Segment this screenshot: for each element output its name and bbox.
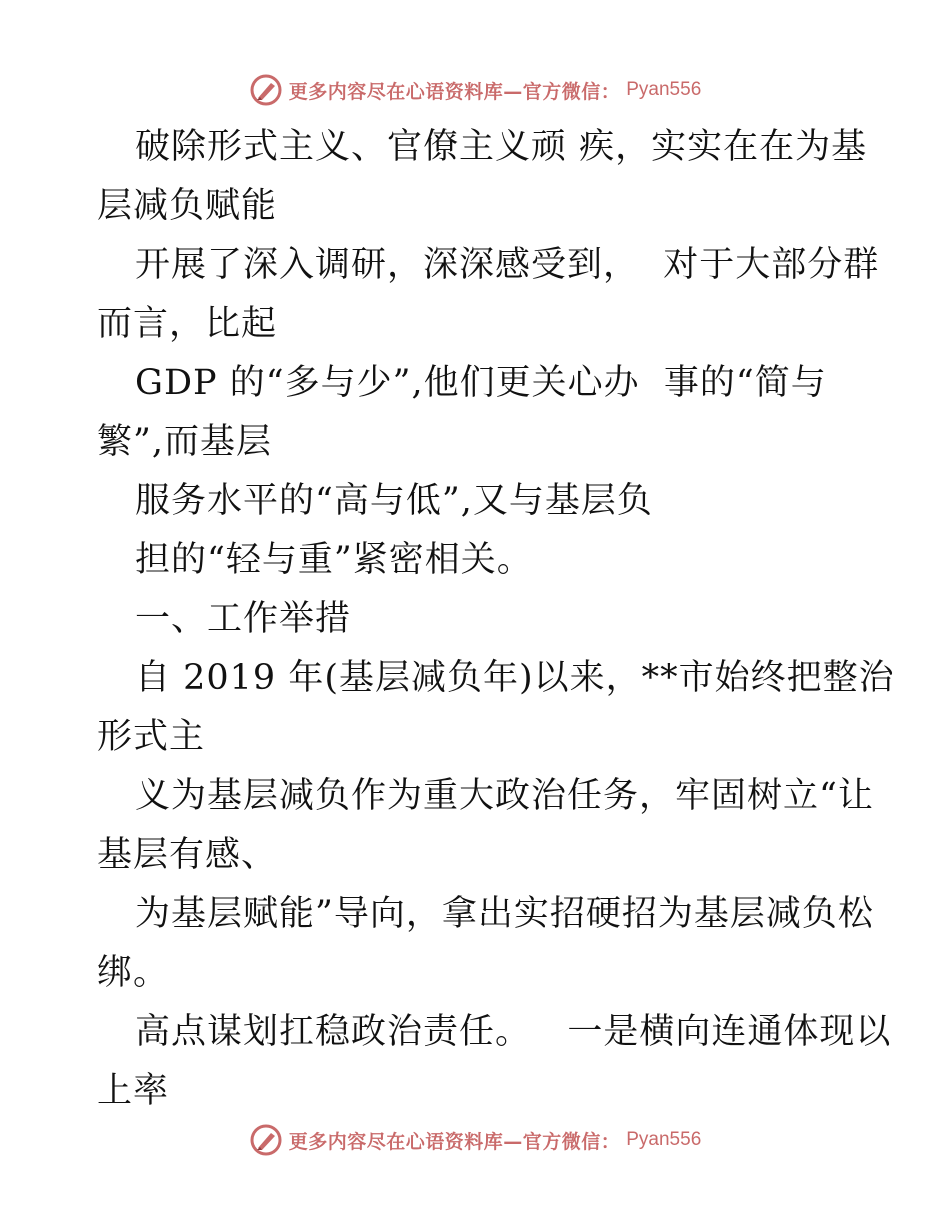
- text-line: 形式主: [97, 717, 206, 757]
- pen-logo-icon: [249, 73, 283, 107]
- banner-text: 更多内容尽在心语资料库—官方微信：: [288, 1130, 621, 1153]
- banner-text: 更多内容尽在心语资料库—官方微信：: [288, 80, 621, 103]
- header-banner: [0, 70, 950, 110]
- text-line: GDP 的“多与少”,他们更关心办 事的“简与: [135, 363, 827, 403]
- banner-wechat-id: Pyan556: [626, 1129, 702, 1150]
- text-line: 繁”,而基层: [97, 422, 273, 462]
- text-line: 高点谋划扛稳政治责任。 一是横向连通体现以: [135, 1012, 892, 1052]
- text-line: 一、工作举措: [135, 599, 352, 639]
- text-line: 开展了深入调研，深深感受到， 对于大部分群: [135, 245, 880, 285]
- text-line: 绑。: [97, 953, 170, 993]
- footer-banner: [0, 1120, 950, 1160]
- text-line: 上率: [97, 1071, 170, 1111]
- text-line: 服务水平的“高与低”,又与基层负: [135, 481, 653, 521]
- text-line: 破除形式主义、官僚主义顽 疾，实实在在为基: [135, 127, 868, 167]
- text-line: 担的“轻与重”紧密相关。: [135, 540, 533, 580]
- text-line: 基层有感、: [97, 835, 278, 875]
- document-body: [97, 118, 895, 1121]
- text-line: 为基层赋能”导向，拿出实招硬招为基层减负松: [135, 894, 874, 934]
- text-line: 自 2019 年(基层减负年)以来，**市始终把整治: [135, 658, 895, 698]
- text-line: 层减负赋能: [97, 186, 278, 226]
- text-line: 而言，比起: [97, 304, 278, 344]
- banner-wechat-id: Pyan556: [626, 79, 702, 100]
- text-line: 义为基层减负作为重大政治任务，牢固树立“让: [135, 776, 874, 816]
- pen-logo-icon: [249, 1123, 283, 1157]
